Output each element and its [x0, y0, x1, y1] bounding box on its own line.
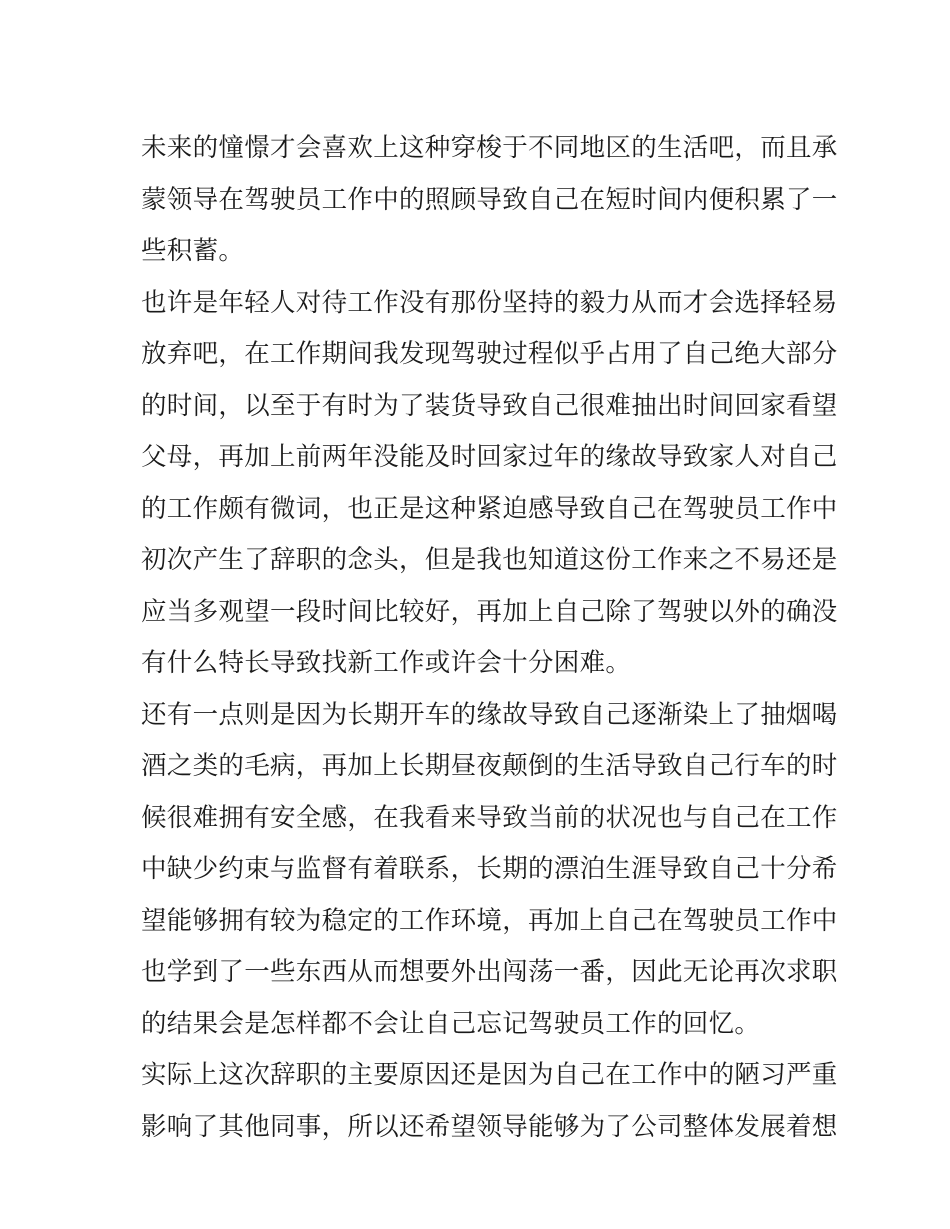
text-line: 的工作颇有微词，也正是这种紧迫感导致自己在驾驶员工作中 [141, 493, 838, 524]
text-line: 的时间，以至于有时为了装货导致自己很难抽出时间回家看望 [141, 390, 838, 421]
text-line: 放弃吧，在工作期间我发现驾驶过程似乎占用了自己绝大部分 [141, 339, 838, 369]
text-line: 实际上这次辞职的主要原因还是因为自己在工作中的陋习严重 [141, 1060, 838, 1090]
text-line: 蒙领导在驾驶员工作中的照顾导致自己在短时间内便积累了一 [141, 184, 838, 215]
text-line: 候很难拥有安全感，在我看来导致当前的状况也与自己在工作 [141, 802, 838, 833]
text-line: 初次产生了辞职的念头，但是我也知道这份工作来之不易还是 [141, 545, 838, 575]
text-line: 也许是年轻人对待工作没有那份坚持的毅力从而才会选择轻易 [141, 287, 838, 318]
text-line: 望能够拥有较为稳定的工作环境，再加上自己在驾驶员工作中 [141, 905, 838, 936]
text-line: 未来的憧憬才会喜欢上这种穿梭于不同地区的生活吧，而且承 [141, 133, 838, 163]
text-line: 有什么特长导致找新工作或许会十分困难。 [141, 648, 632, 678]
paragraph-2 [141, 278, 838, 690]
paragraph-4 [141, 1050, 838, 1153]
body-text [141, 123, 838, 1153]
text-line: 应当多观望一段时间比较好，再加上自己除了驾驶以外的确没 [141, 596, 838, 627]
text-line: 中缺少约束与监督有着联系，长期的漂泊生涯导致自己十分希 [141, 854, 838, 884]
text-line: 也学到了一些东西从而想要外出闯荡一番，因此无论再次求职 [141, 957, 838, 987]
text-line: 的结果会是怎样都不会让自己忘记驾驶员工作的回忆。 [141, 1008, 761, 1039]
paragraph-1 [141, 123, 838, 278]
text-line: 父母，再加上前两年没能及时回家过年的缘故导致家人对自己 [141, 442, 838, 472]
paragraph-3 [141, 690, 838, 1051]
text-line: 些积蓄。 [141, 236, 245, 266]
text-line: 影响了其他同事，所以还希望领导能够为了公司整体发展着想 [141, 1111, 838, 1142]
text-line: 酒之类的毛病，再加上长期昼夜颠倒的生活导致自己行车的时 [141, 751, 838, 781]
text-line: 还有一点则是因为长期开车的缘故导致自己逐渐染上了抽烟喝 [141, 699, 838, 730]
